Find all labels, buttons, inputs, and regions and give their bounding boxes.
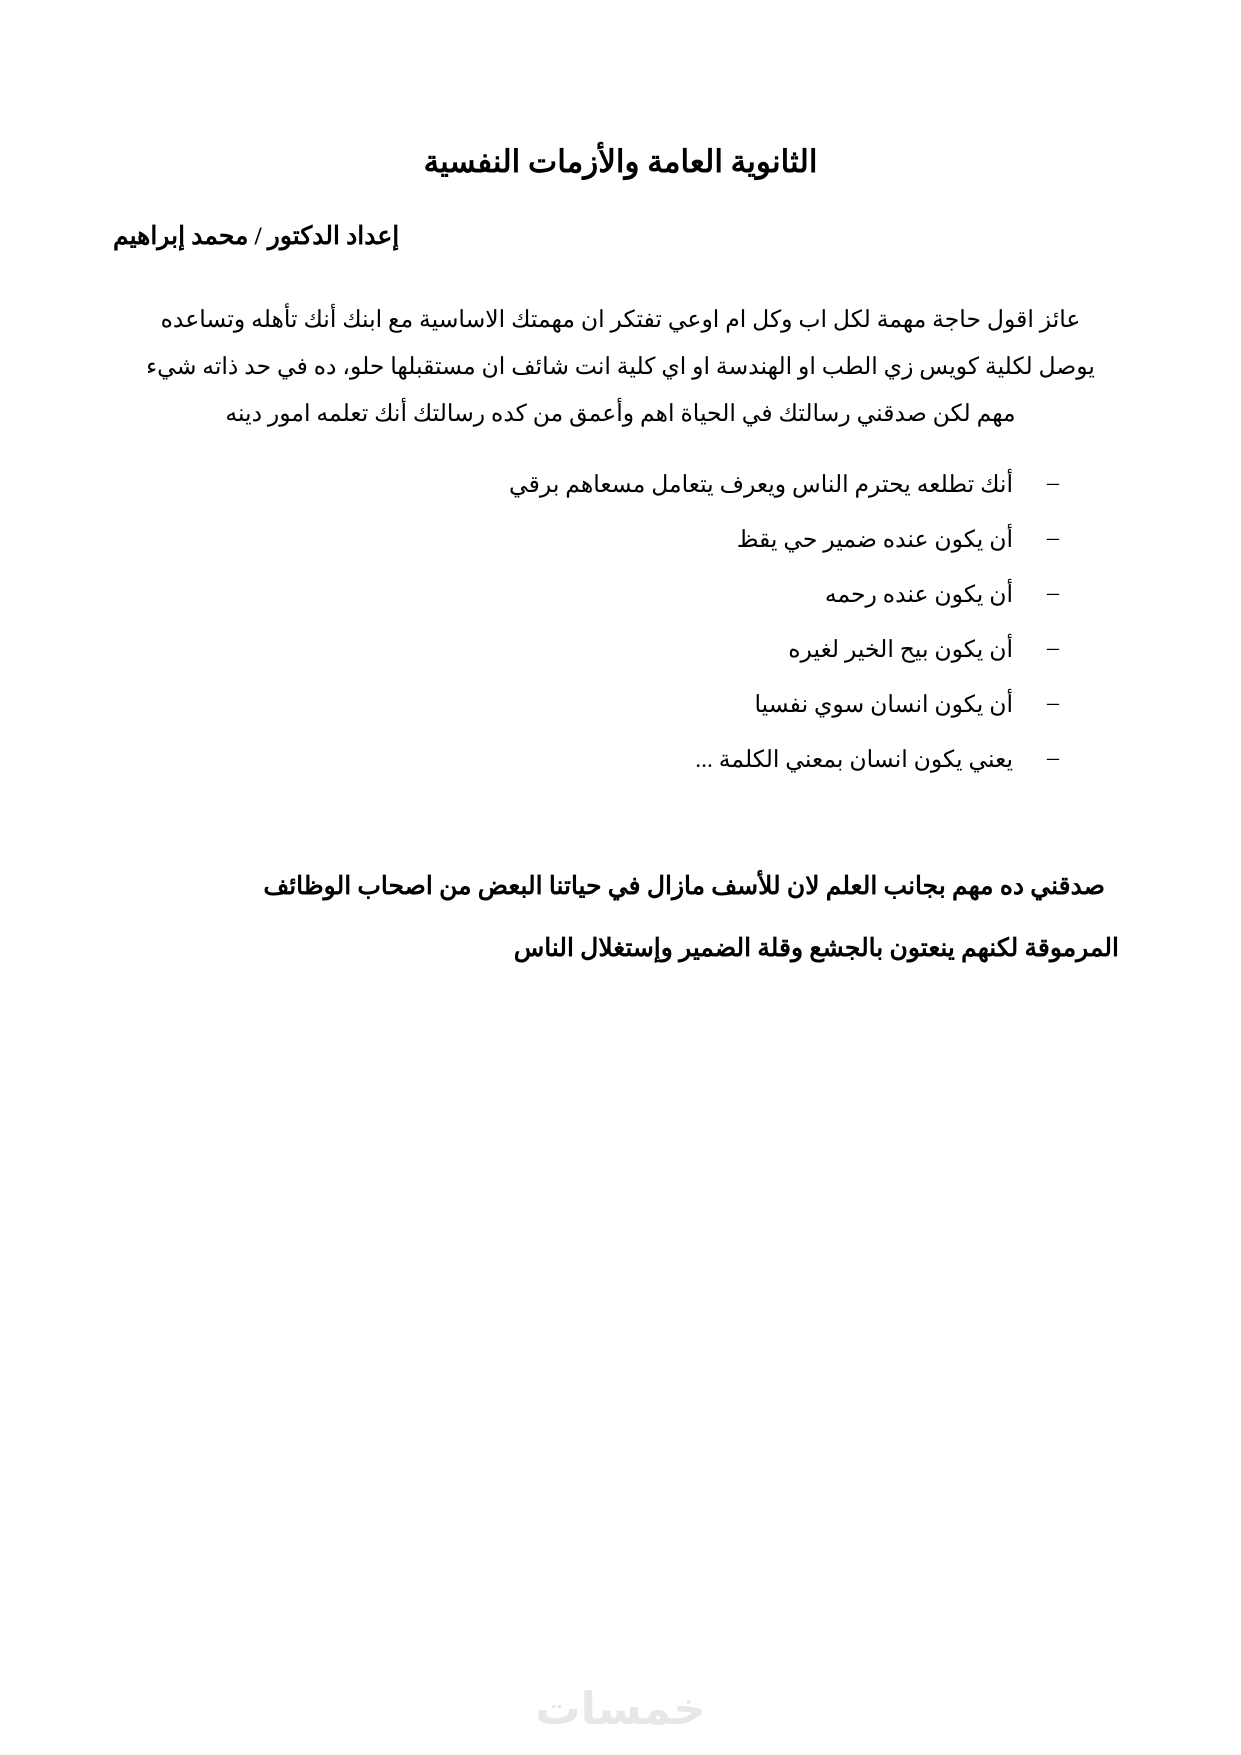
list-item xyxy=(0,470,1241,525)
author-line: إعداد الدكتور / محمد إبراهيم xyxy=(113,223,400,251)
closing-line: صدقني ده مهم بجانب العلم لان للأسف مازال في حياتنا البعض من اصحاب الوظائف xyxy=(263,873,1105,901)
list-item xyxy=(0,635,1241,690)
list-item xyxy=(0,525,1241,580)
closing-paragraph xyxy=(120,856,1119,980)
list-item-text: يعني يكون انسان بمعني الكلمة ... xyxy=(695,747,1013,774)
list-item-text: أن يكون بيح الخير لغيره xyxy=(788,637,1013,664)
dash-bullet-icon: – xyxy=(1047,470,1059,497)
dash-bullet-icon: – xyxy=(1047,635,1059,662)
paragraph-line: مهم لكن صدقني رسالتك في الحياة اهم وأعمق من كده رسالتك أنك تعلمه امور دينه xyxy=(225,401,1016,428)
list-item-text: أن يكون عنده رحمه xyxy=(824,582,1013,609)
values-bullet-list xyxy=(0,470,1241,800)
dash-bullet-icon: – xyxy=(1047,745,1059,772)
dash-bullet-icon: – xyxy=(1047,690,1059,717)
closing-line: المرموقة لكنهم ينعتون بالجشع وقلة الضمير وإستغلال الناس xyxy=(513,935,1119,963)
dash-bullet-icon: – xyxy=(1047,525,1059,552)
khamsat-watermark-logo: خمسات xyxy=(535,1682,706,1735)
list-item-text: أن يكون انسان سوي نفسيا xyxy=(754,692,1013,719)
dash-bullet-icon: – xyxy=(1047,580,1059,607)
list-item-text: أنك تطلعه يحترم الناس ويعرف يتعامل مسعاهم برقي xyxy=(509,472,1013,499)
paragraph-line: يوصل لكلية كويس زي الطب او الهندسة او اي كلية انت شائف ان مستقبلها حلو، ده في حد ذاته شيء xyxy=(146,354,1095,381)
paragraph-line: عائز اقول حاجة مهمة لكل اب وكل ام اوعي تفتكر ان مهمتك الاساسية مع ابنك أنك تأهله وتساعده xyxy=(160,307,1081,334)
list-item xyxy=(0,580,1241,635)
intro-paragraph xyxy=(110,297,1131,438)
list-item-text: أن يكون عنده ضمير حي يقظ xyxy=(736,527,1013,554)
list-item xyxy=(0,745,1241,800)
document-title: الثانوية العامة والأزمات النفسية xyxy=(423,144,818,179)
list-item xyxy=(0,690,1241,745)
